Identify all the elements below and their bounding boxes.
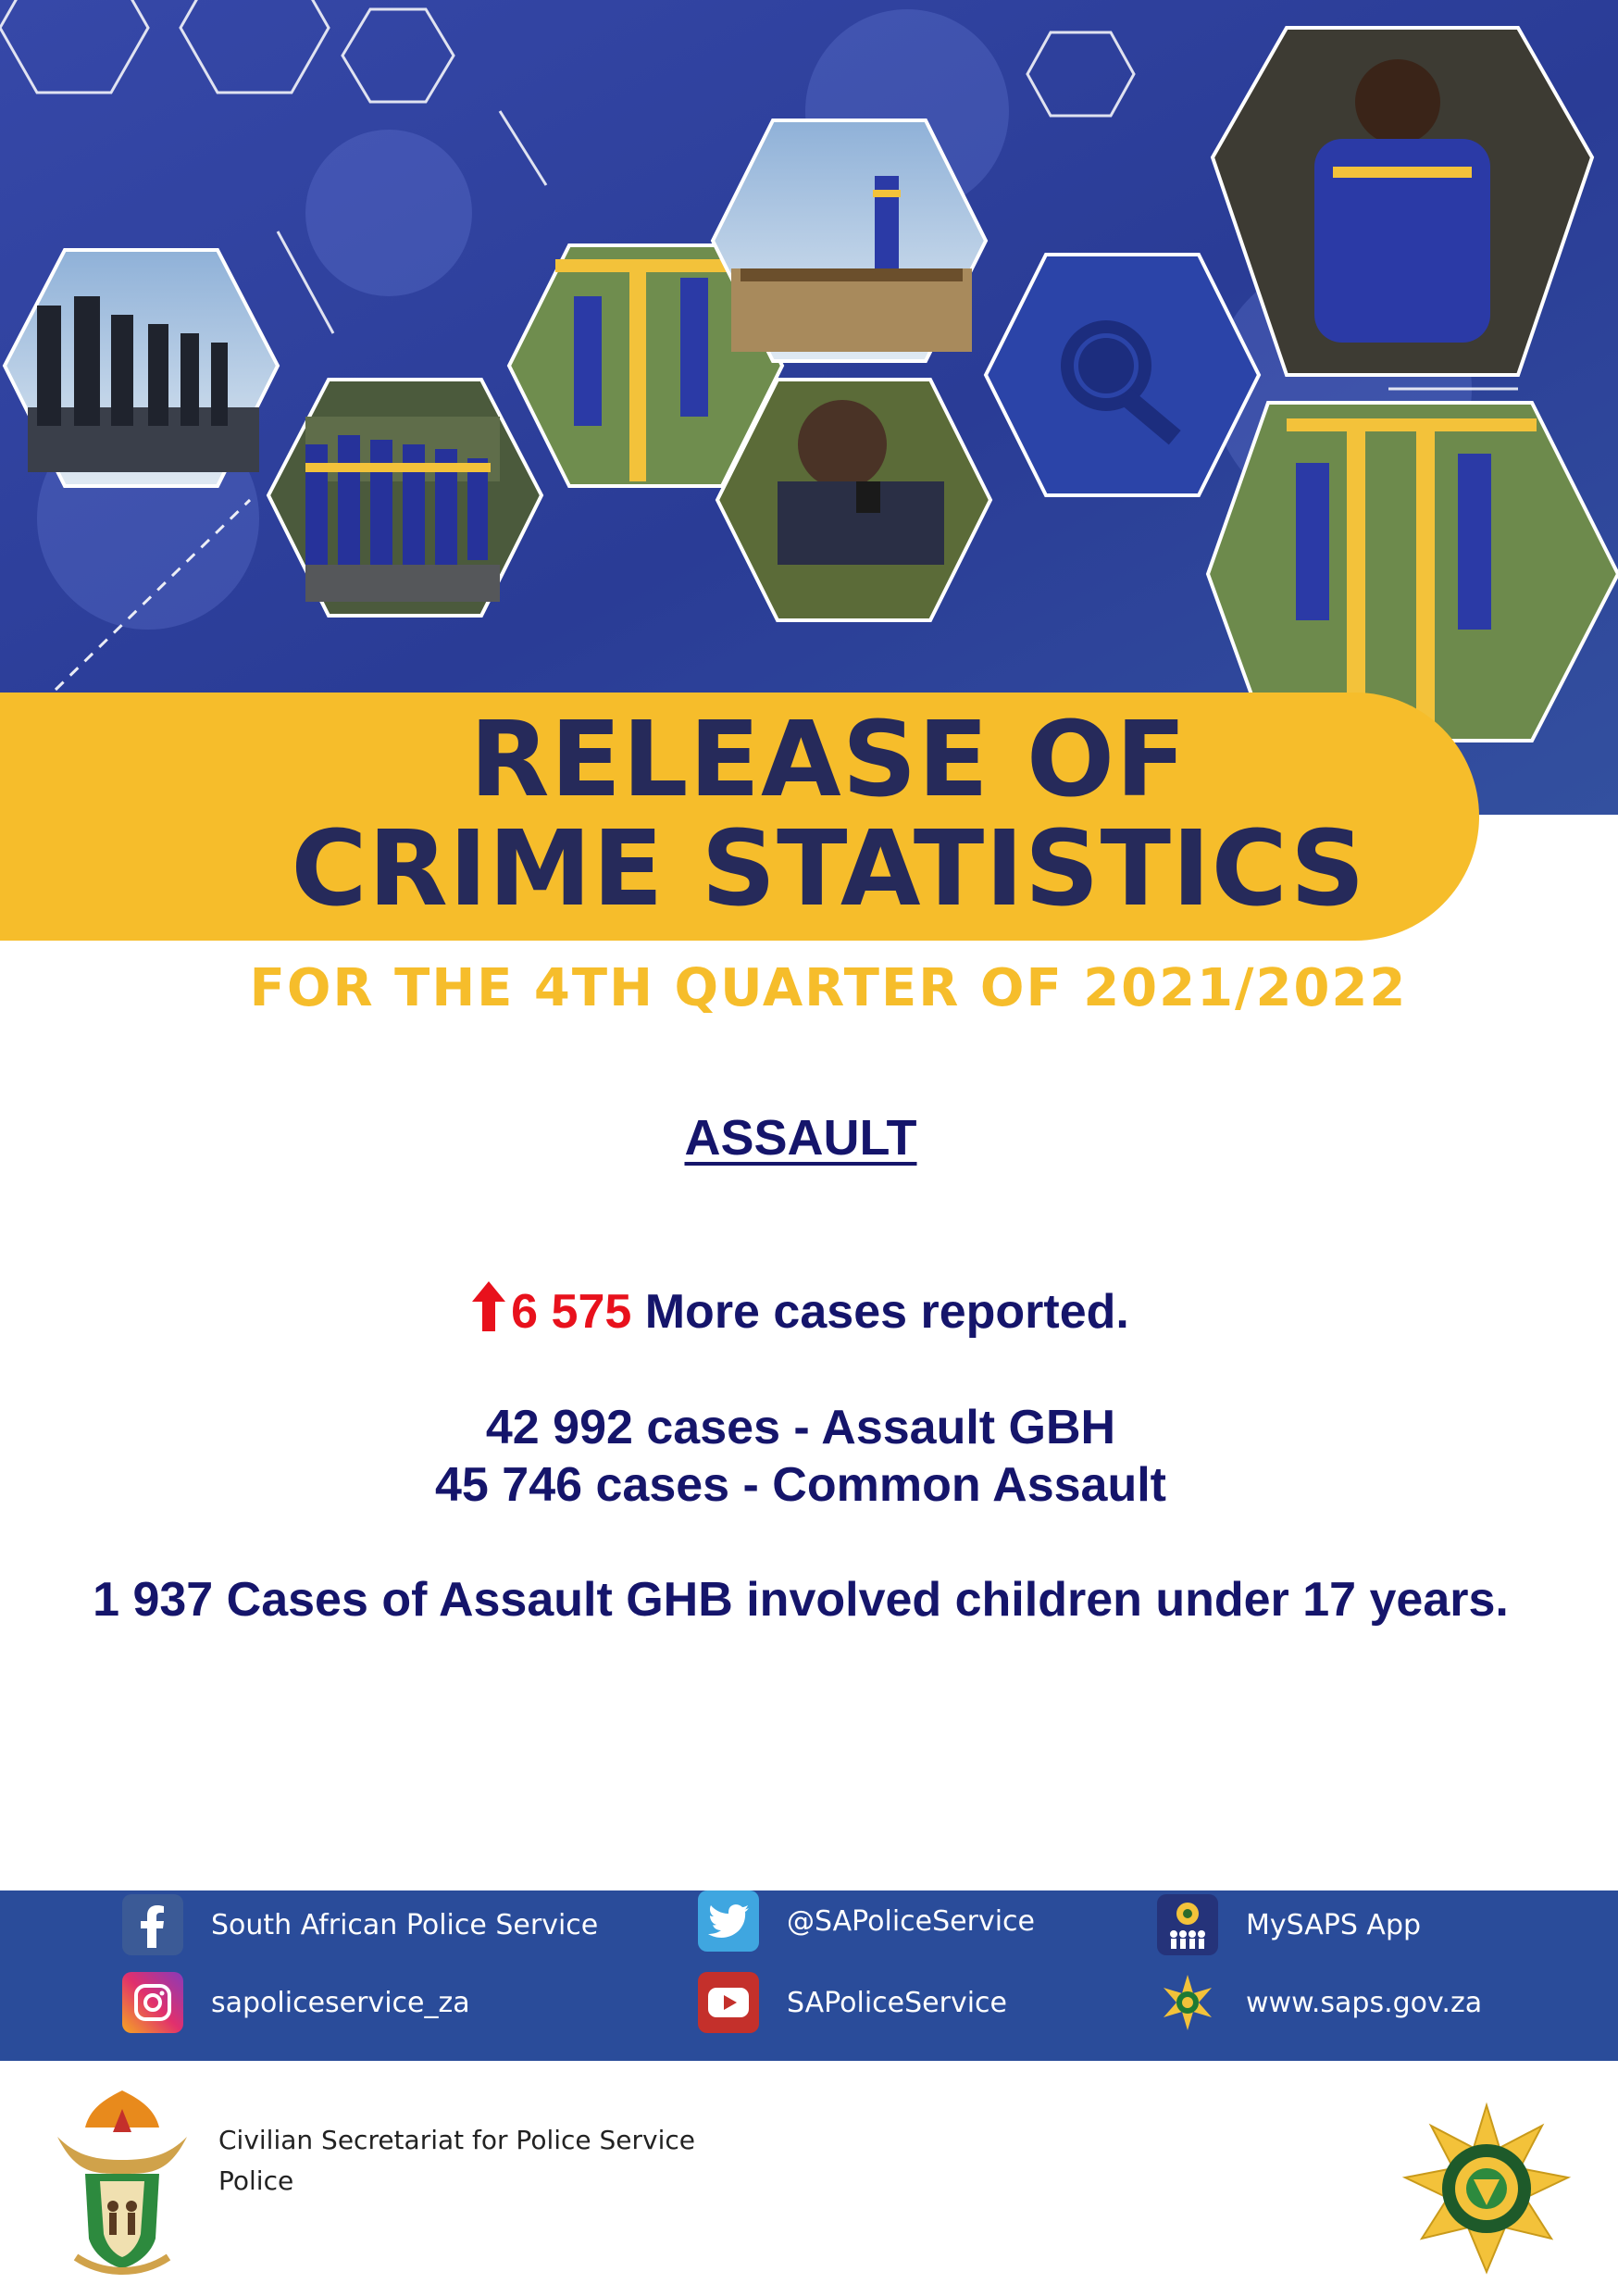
instagram-icon bbox=[122, 1972, 183, 2033]
footer-line-2: Police bbox=[218, 2165, 294, 2196]
social-mysaps-app[interactable] bbox=[1157, 1892, 1421, 1957]
photo-trainees-formation bbox=[268, 380, 541, 616]
footer-line-1: Civilian Secretariat for Police Service bbox=[218, 2125, 696, 2155]
title-line-1: RELEASE OF bbox=[469, 700, 1188, 820]
facebook-label: South African Police Service bbox=[211, 1908, 599, 1941]
social-twitter[interactable] bbox=[698, 1889, 1035, 1953]
footer-text bbox=[218, 2120, 695, 2202]
twitter-label: @SAPoliceService bbox=[787, 1904, 1035, 1938]
instagram-label: sapoliceservice_za bbox=[211, 1986, 470, 2019]
increase-text: More cases reported. bbox=[631, 1285, 1129, 1339]
youtube-label: SAPoliceService bbox=[787, 1986, 1007, 2019]
photo-trainees-climbing bbox=[1208, 403, 1618, 741]
photo-tunnel-crawl bbox=[1213, 28, 1592, 375]
stat-assault-gbh: 42 992 cases - Assault GBH bbox=[485, 1401, 1116, 1454]
stat-common-assault: 45 746 cases - Common Assault bbox=[435, 1458, 1166, 1512]
photo-balance-beam bbox=[713, 120, 986, 361]
photo-officer-aiming bbox=[717, 380, 990, 620]
increase-number: 6 575 bbox=[511, 1285, 632, 1339]
social-website[interactable] bbox=[1157, 1970, 1482, 2035]
coat-of-arms-icon bbox=[48, 2081, 196, 2276]
youtube-icon bbox=[698, 1972, 759, 2033]
social-instagram[interactable] bbox=[122, 1970, 470, 2035]
stat-increase bbox=[0, 1281, 1601, 1343]
facebook-icon bbox=[122, 1894, 183, 1955]
section-heading: ASSAULT bbox=[684, 1110, 917, 1166]
twitter-icon bbox=[698, 1890, 759, 1952]
subtitle: FOR THE 4TH QUARTER OF 2021/2022 bbox=[249, 958, 1408, 1018]
saps-emblem-icon bbox=[1400, 2102, 1574, 2276]
photo-marching-officers bbox=[5, 250, 278, 486]
up-arrow-icon bbox=[472, 1281, 505, 1343]
mysaps-label: MySAPS App bbox=[1246, 1908, 1422, 1941]
stat-children: 1 937 Cases of Assault GHB involved children under 17 years. bbox=[93, 1573, 1509, 1627]
social-youtube[interactable] bbox=[698, 1970, 1007, 2035]
photo-magnifier bbox=[986, 255, 1259, 495]
website-label: www.saps.gov.za bbox=[1246, 1986, 1483, 2019]
mysaps-app-icon bbox=[1157, 1894, 1218, 1955]
title-line-2: CRIME STATISTICS bbox=[291, 809, 1366, 930]
banner-title bbox=[0, 693, 1618, 941]
social-facebook[interactable] bbox=[122, 1892, 598, 1957]
social-band bbox=[0, 1890, 1618, 2061]
saps-star-icon bbox=[1157, 1972, 1218, 2033]
